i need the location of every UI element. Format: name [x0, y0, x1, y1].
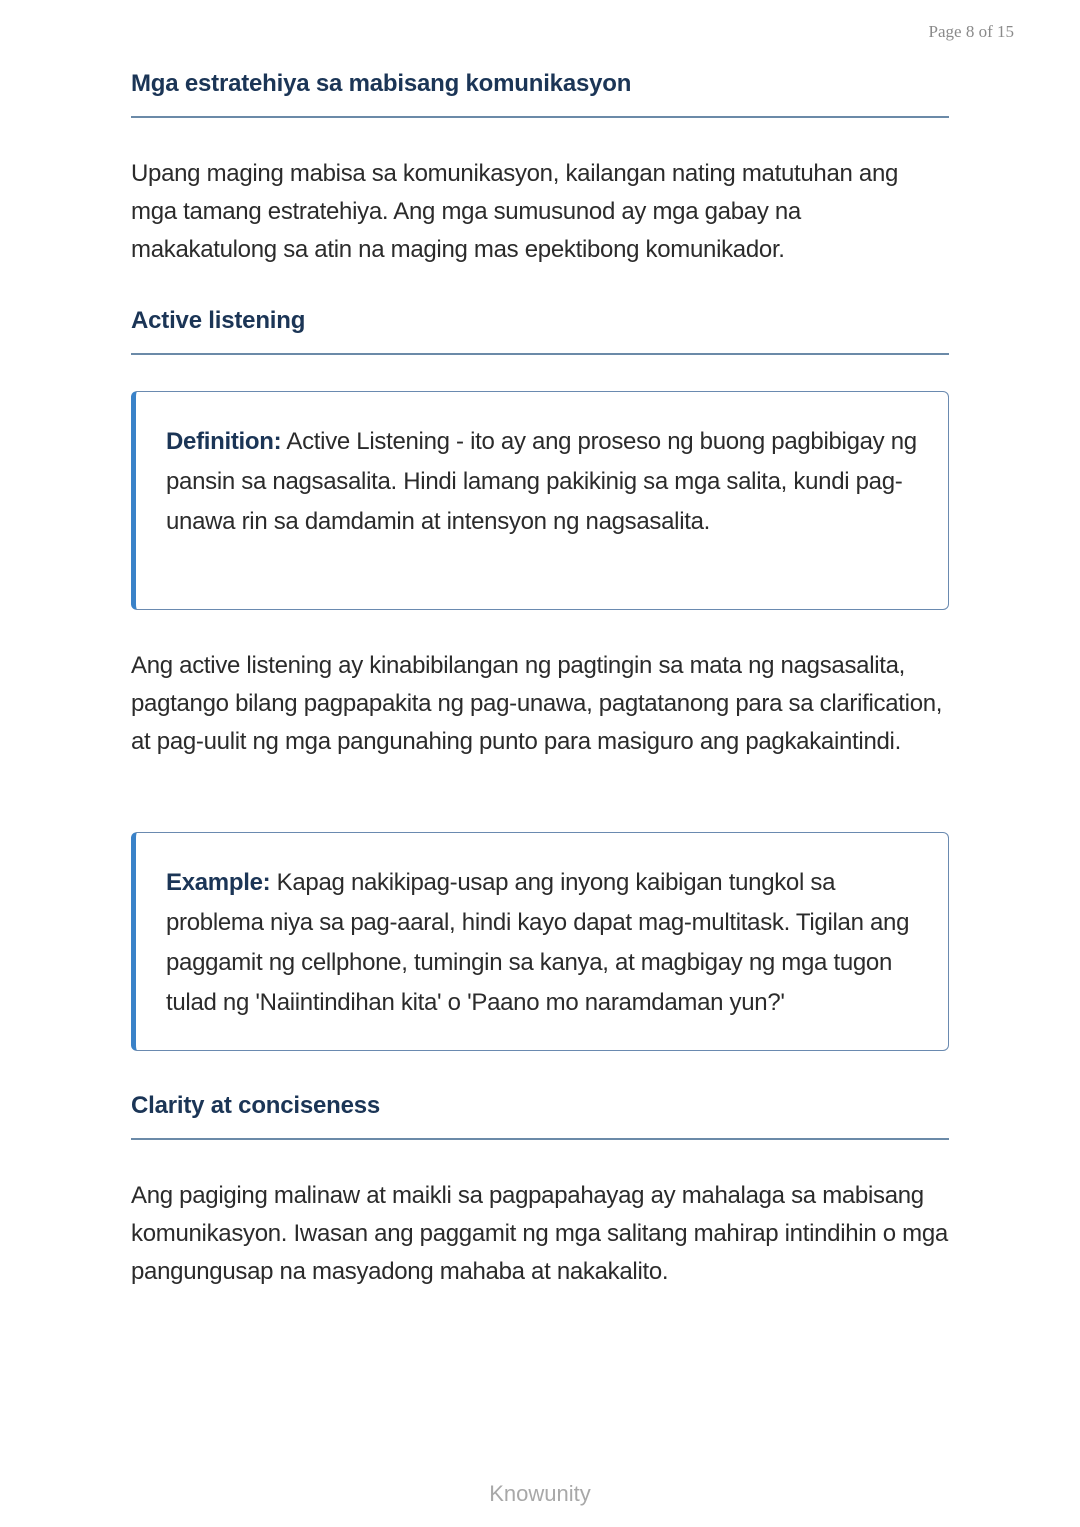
heading-divider — [131, 116, 949, 118]
example-body: Kapag nakikipag-usap ang inyong kaibigan tungkol sa problema niya sa pag-aaral, hindi kayo dapat mag-multitask. Tigilan ang paggamit ng cellphone, tumingin sa kanya, at magbigay ng mga tugon tulad ng 'Naiintindihan kita' o 'Paano mo naramdaman yun?' — [166, 869, 910, 1016]
example-callout — [131, 832, 949, 1051]
example-label: Example: — [166, 869, 271, 896]
active-listening-paragraph: Ang active listening ay kinabibilangan ng pagtingin sa mata ng nagsasalita, pagtango bilang pagpapakita ng pag-unawa, pagtatanong para sa clarification, at pag-uulit ng mga pangunahing punto para masiguro ang pagkakaintindi. — [131, 652, 943, 755]
section-heading-clarity: Clarity at conciseness — [131, 1092, 381, 1119]
definition-text — [166, 422, 918, 542]
footer-brand: Knowunity — [489, 1481, 591, 1506]
clarity-paragraph: Ang pagiging malinaw at maikli sa pagpapahayag ay mahalaga sa mabisang komunikasyon. Iwasan ang paggamit ng mga salitang mahirap intindihin o mga pangungusap na masyadong mahaba at nakakalito. — [131, 1182, 948, 1285]
intro-paragraph: Upang maging mabisa sa komunikasyon, kailangan nating matutuhan ang mga tamang estratehiya. Ang mga sumusunod ay mga gabay na makakatulong sa atin na maging mas epektibong komunikador. — [131, 160, 899, 263]
heading-divider — [131, 353, 949, 355]
definition-callout — [131, 391, 949, 610]
heading-divider — [131, 1138, 949, 1140]
example-text — [166, 863, 918, 1023]
section-heading-strategies: Mga estratehiya sa mabisang komunikasyon — [131, 70, 632, 97]
definition-body: Active Listening - ito ay ang proseso ng buong pagbibigay ng pansin sa nagsasalita. Hindi lamang pakikinig sa mga salita, kundi pag-unawa rin sa damdamin at intensyon ng nagsasalita. — [166, 428, 917, 535]
definition-label: Definition: — [166, 428, 282, 455]
section-heading-active-listening: Active listening — [131, 307, 306, 334]
page-number: Page 8 of 15 — [928, 22, 1014, 41]
